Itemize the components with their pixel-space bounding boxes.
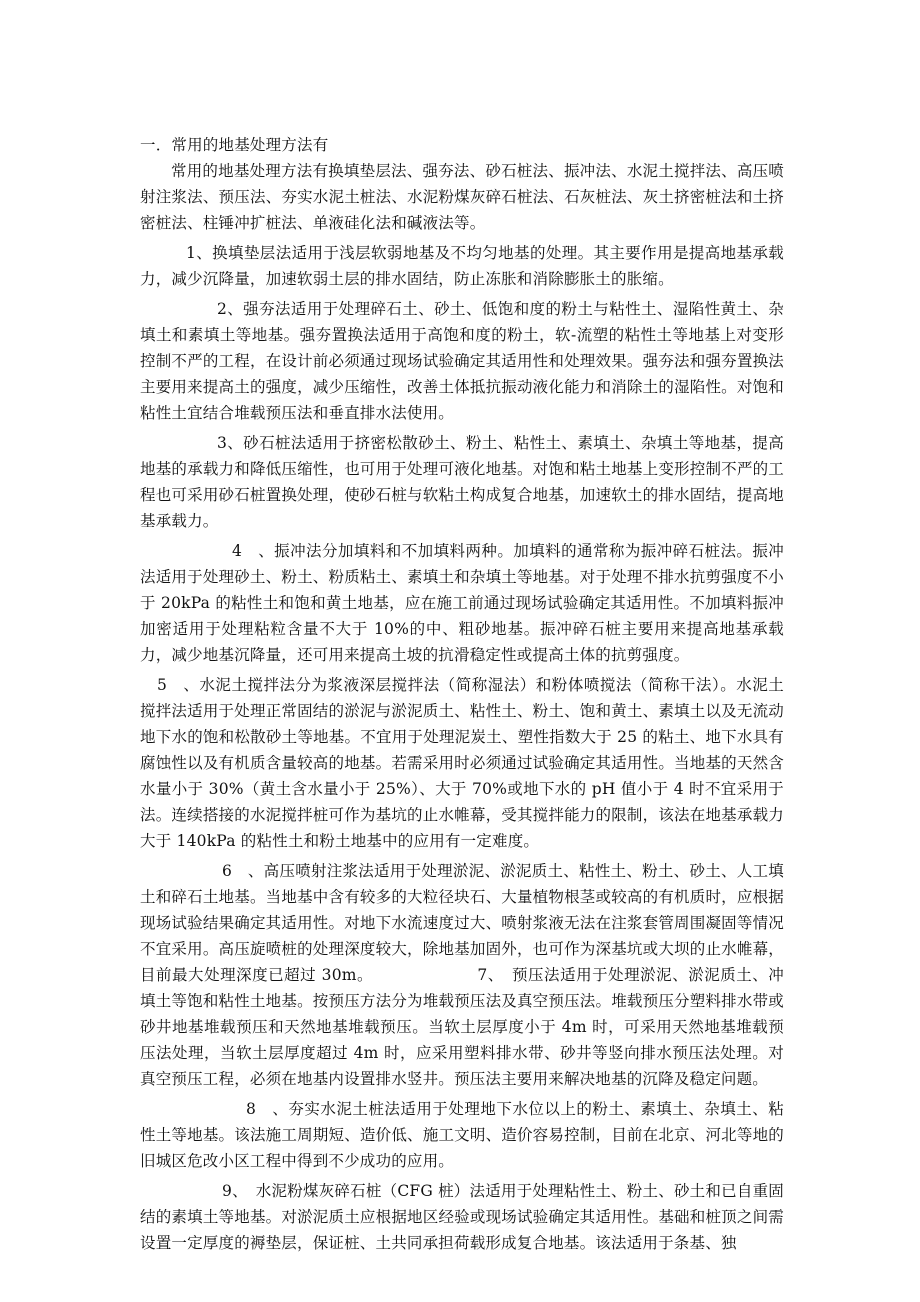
document-body bbox=[140, 132, 784, 1260]
paragraph-9-cfg-pile: 9、 水泥粉煤灰碎石桩（CFG 桩）法适用于处理粘性土、粉土、砂土和已自重固结的素填土等地基。对淤泥质土应根据地区经验或现场试验确定其适用性。基础和桩顶之间需设置一定厚度的褥垫层，保证桩、土共同承担荷载形成复合地基。该法适用于条基、独 bbox=[140, 1182, 784, 1252]
section-heading: 一．常用的地基处理方法有 bbox=[140, 136, 329, 154]
paragraph-6-7-jet-grouting-preloading: 6 、高压喷射注浆法适用于处理淤泥、淤泥质土、粘性土、粉土、砂土、人工填土和碎石土地基。当地基中含有较多的大粒径块石、大量植物根茎或较高的有机质时，应根据现场试验结果确定其适用性。对地下水流速度过大、喷射浆液无法在注浆套管周围凝固等情况不宜采用。高压旋喷桩的处理深度较大，除地基加固外，也可作为深基坑或大坝的止水帷幕，目前最大处理深度已超过 30m。 7、 预压法适用于处理淤泥、淤泥质土、冲填土等饱和粘性土地基。按预压方法分为堆载预压法及真空预压法。堆载预压分塑料排水带或砂井地基堆载预压和天然地基堆载预压。当软土层厚度小于 4m 时，可采用天然地基堆载预压法处理，当软土层厚度超过 4m 时，应采用塑料排水带、砂井等竖向排水预压法处理。对真空预压工程，必须在地基内设置排水竖井。预压法主要用来解决地基的沉降及稳定问题。 bbox=[140, 862, 784, 1088]
paragraph-8-rammed-cement-soil-pile: 8 、夯实水泥土桩法适用于处理地下水位以上的粉土、素填土、杂填土、粘性土等地基。该法施工周期短、造价低、施工文明、造价容易控制，目前在北京、河北等地的旧城区危改小区工程中得到不少成功的应用。 bbox=[140, 1100, 784, 1170]
paragraph-3-sand-gravel-pile: 3、砂石桩法适用于挤密松散砂土、粉土、粘性土、素填土、杂填土等地基，提高地基的承载力和降低压缩性，也可用于处理可液化地基。对饱和粘土地基上变形控制不严的工程也可采用砂石桩置换处理，使砂石桩与软粘土构成复合地基，加速软土的排水固结，提高地基承载力。 bbox=[140, 434, 784, 530]
paragraph-1-replacement-cushion: 1、换填垫层法适用于浅层软弱地基及不均匀地基的处理。其主要作用是提高地基承载力，减少沉降量，加速软弱土层的排水固结，防止冻胀和消除膨胀土的胀缩。 bbox=[140, 244, 784, 288]
paragraph-2-dynamic-compaction: 2、强夯法适用于处理碎石土、砂土、低饱和度的粉土与粘性土、湿陷性黄土、杂填土和素填土等地基。强夯置换法适用于高饱和度的粉土，软-流塑的粘性土等地基上对变形控制不严的工程，在设计前必须通过现场试验确定其适用性和处理效果。强夯法和强夯置换法主要用来提高土的强度，减少压缩性，改善土体抵抗振动液化能力和消除土的湿陷性。对饱和粘性土宜结合堆载预压法和垂直排水法使用。 bbox=[140, 300, 784, 422]
paragraph-5-cement-soil-mixing: 5 、水泥土搅拌法分为浆液深层搅拌法（简称湿法）和粉体喷搅法（简称干法）。水泥土搅拌法适用于处理正常固结的淤泥与淤泥质土、粘性土、粉土、饱和黄土、素填土以及无流动地下水的饱和松散砂土等地基。不宜用于处理泥炭土、塑性指数大于 25 的粘土、地下水具有腐蚀性以及有机质含量较高的地基。若需采用时必须通过试验确定其适用性。当地基的天然含水量小于 30%（黄土含水量小于 25%）、大于 70%或地下水的 pH 值小于 4 时不宜采用于法。连续搭接的水泥搅拌桩可作为基坑的止水帷幕，受其搅拌能力的限制，该法在地基承载力大于 140kPa 的粘性土和粉土地基中的应用有一定难度。 bbox=[140, 676, 784, 850]
intro-paragraph: 常用的地基处理方法有换填垫层法、强夯法、砂石桩法、振冲法、水泥土搅拌法、高压喷射注浆法、预压法、夯实水泥土桩法、水泥粉煤灰碎石桩法、石灰桩法、灰土挤密桩法和土挤密桩法、柱锤冲扩桩法、单液硅化法和碱液法等。 bbox=[140, 162, 784, 232]
paragraph-4-vibro-flotation: 4 、振冲法分加填料和不加填料两种。加填料的通常称为振冲碎石桩法。振冲法适用于处理砂土、粉土、粉质粘土、素填土和杂填土等地基。对于处理不排水抗剪强度不小于 20kPa 的粘性土和饱和黄土地基，应在施工前通过现场试验确定其适用性。不加填料振冲加密适用于处理粘粒含量不大于 10%的中、粗砂地基。振冲碎石桩主要用来提高地基承载力，减少地基沉降量，还可用来提高土坡的抗滑稳定性或提高土体的抗剪强度。 bbox=[140, 542, 784, 664]
